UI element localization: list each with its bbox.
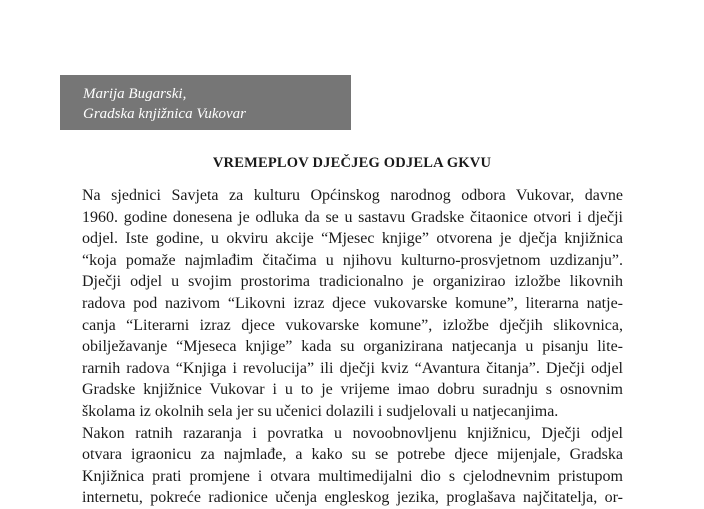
body-line: Gradske knjižnice Vukovar i u to je vrijeme imao dobru suradnju s osnovnim [82,381,623,399]
author-name: Marija Bugarski, [83,86,187,102]
body-line: “koja pomaže najmlađim čitačima u njihovu kulturno-prosvjetnom uzdizanju”. [82,251,623,269]
author-box [60,75,351,130]
body-line: otvara igraonicu za najmlađe, a kako su se potrebe djece mijenjale, Gradska [82,446,623,464]
body-line: Knjižnica prati promjene i otvara multimedijalni dio s cjelodnevnim pristupom [82,467,623,485]
body-line: canja “Literarni izraz djece vukovarske komune”, izložbe dječjih slikovnica, [82,316,623,334]
body-line: rarnih radova “Knjiga i revolucija” ili dječji kviz “Avantura čitanja”. Dječji odjel [82,359,623,377]
body-line: radova pod nazivom “Likovni izraz djece vukovarske komune”, literarna natje- [82,294,623,312]
body-line: 1960. godine donesena je odluka da se u sastavu Gradske čitaonice otvori i dječji [82,208,623,226]
body-line: Nakon ratnih razaranja i povratka u novoobnovljenu knjižnicu, Dječji odjel [82,424,623,442]
body-line: odjel. Iste godine, u okviru akcije “Mjesec knjige” otvorena je dječja knjižnica [82,230,623,248]
article-body [82,185,623,509]
body-line: školama iz okolnih sela jer su učenici dolazili i sudjelovali u natjecanjima. [82,402,559,420]
body-line: internetu, pokreće radionice učenja engleskog jezika, proglašava najčitatelja, or- [82,489,623,507]
body-line: obilježavanje “Mjeseca knjige” kada su organizirana natjecanja u pisanju lite- [82,338,623,356]
author-affiliation: Gradska knjižnica Vukovar [83,106,247,122]
article-title: VREMEPLOV DJEČJEG ODJELA GKVU [212,155,492,171]
body-line: Na sjednici Savjeta za kulturu Općinskog narodnog odbora Vukovar, davne [82,187,623,204]
body-line: Dječji odjel u svojim prostorima tradicionalno je organizirao izložbe likovnih [82,273,623,291]
